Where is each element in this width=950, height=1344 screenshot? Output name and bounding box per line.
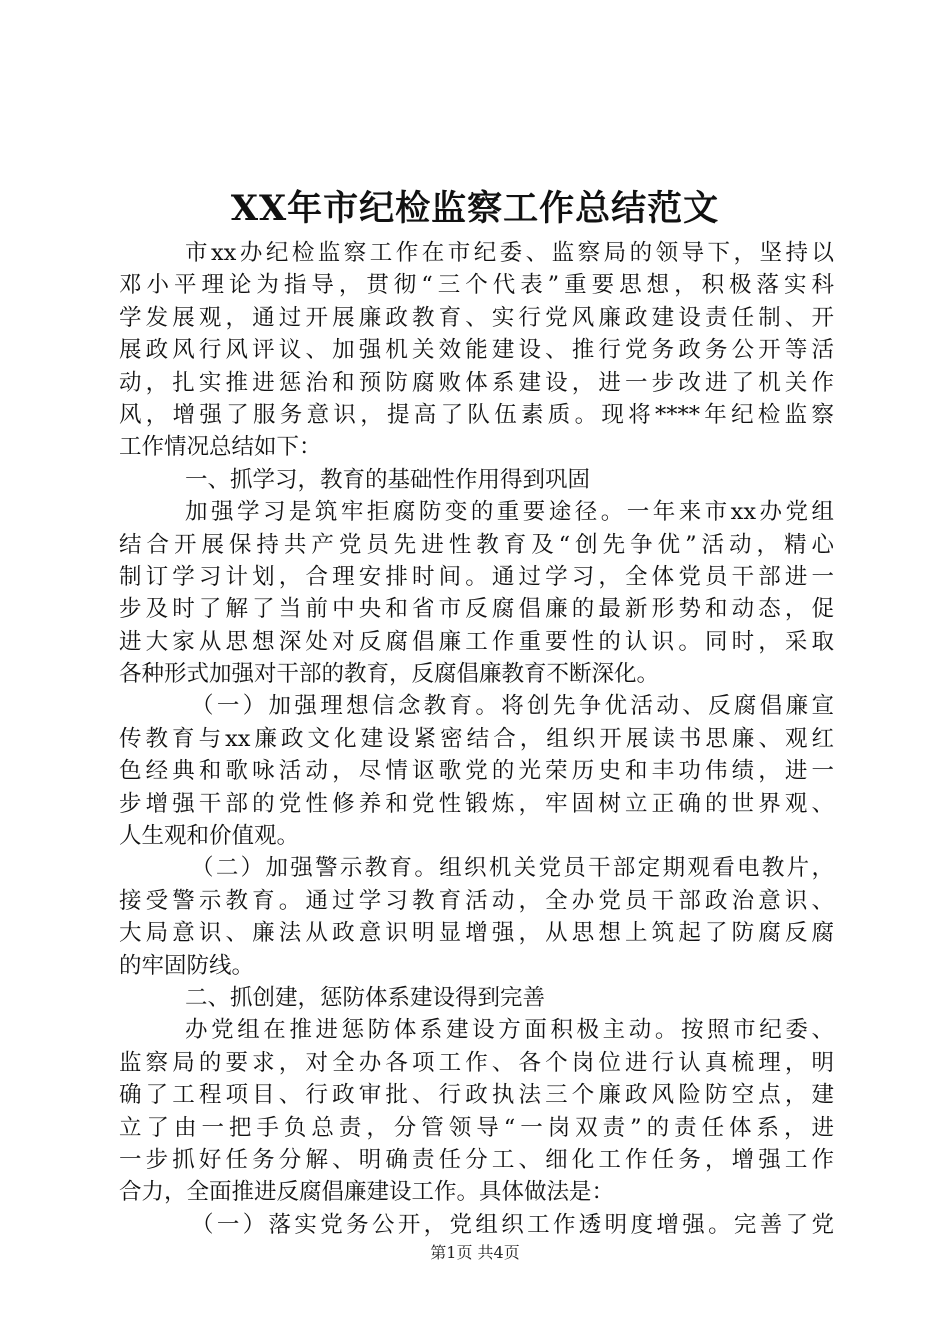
body-line: 加强学习是筑牢拒腐防变的重要途径。一年来市xx办党组: [185, 499, 834, 526]
body-line: 邓小平理论为指导，贯彻“三个代表”重要思想，积极落实科: [119, 272, 834, 299]
body-line: 展政风行风评议、加强机关效能建设、推行党务政务公开等活: [119, 337, 834, 364]
subsection-line: （一）落实党务公开，党组织工作透明度增强。完善了党: [191, 1211, 834, 1238]
body-line: 进大家从思想深处对反腐倡廉工作重要性的认识。同时，采取: [119, 628, 834, 655]
body-line: 大局意识、廉法从政意识明显增强，从思想上筑起了防腐反腐: [119, 920, 834, 947]
subsection-line: （一）加强理想信念教育。将创先争优活动、反腐倡廉宣: [191, 693, 834, 720]
body-line: 学发展观，通过开展廉政教育、实行党风廉政建设责任制、开: [119, 304, 834, 331]
section-heading: 二、抓创建，惩防体系建设得到完善: [185, 984, 546, 1011]
body-line: 动，扎实推进惩治和预防腐败体系建设，进一步改进了机关作: [119, 369, 834, 396]
body-line: 传教育与xx廉政文化建设紧密结合，组织开展读书思廉、观红: [119, 725, 834, 752]
body-line: 步及时了解了当前中央和省市反腐倡廉的最新形势和动态，促: [119, 596, 834, 623]
body-line: 人生观和价值观。: [119, 823, 300, 850]
body-line: 各种形式加强对干部的教育，反腐倡廉教育不断深化。: [119, 661, 660, 688]
body-line: 立了由一把手负总责，分管领导“一岗双责”的责任体系，进: [119, 1114, 834, 1141]
body-line: 步增强干部的党性修养和党性锻炼，牢固树立正确的世界观、: [119, 790, 834, 817]
body-line: 色经典和歌咏活动，尽情讴歌党的光荣历史和丰功伟绩，进一: [119, 758, 834, 785]
body-line: 工作情况总结如下：: [119, 434, 322, 461]
body-line: 一步抓好任务分解、明确责任分工、细化工作任务，增强工作: [119, 1146, 834, 1173]
body-line: 结合开展保持共产党员先进性教育及“创先争优”活动，精心: [119, 531, 834, 558]
body-line: 办党组在推进惩防体系建设方面积极主动。按照市纪委、: [185, 1017, 834, 1044]
body-line: 监察局的要求，对全办各项工作、各个岗位进行认真梳理，明: [119, 1049, 834, 1076]
page-number-footer: 第1页 共4页: [430, 1243, 520, 1262]
subsection-line: （二）加强警示教育。组织机关党员干部定期观看电教片，: [191, 855, 834, 882]
body-line: 接受警示教育。通过学习教育活动，全办党员干部政治意识、: [119, 887, 834, 914]
body-line: 风，增强了服务意识，提高了队伍素质。现将****年纪检监察: [119, 401, 834, 428]
section-heading: 一、抓学习，教育的基础性作用得到巩固: [185, 466, 591, 493]
body-line: 的牢固防线。: [119, 952, 255, 979]
body-line: 确了工程项目、行政审批、行政执法三个廉政风险防空点，建: [119, 1082, 834, 1109]
document-body: [119, 237, 834, 1241]
body-line: 合力，全面推进反腐倡廉建设工作。具体做法是：: [119, 1179, 615, 1206]
document-title: XX年市纪检监察工作总结范文: [230, 188, 720, 229]
body-line: 制订学习计划，合理安排时间。通过学习，全体党员干部进一: [119, 563, 834, 590]
body-line: 市xx办纪检监察工作在市纪委、监察局的领导下，坚持以: [185, 240, 834, 266]
